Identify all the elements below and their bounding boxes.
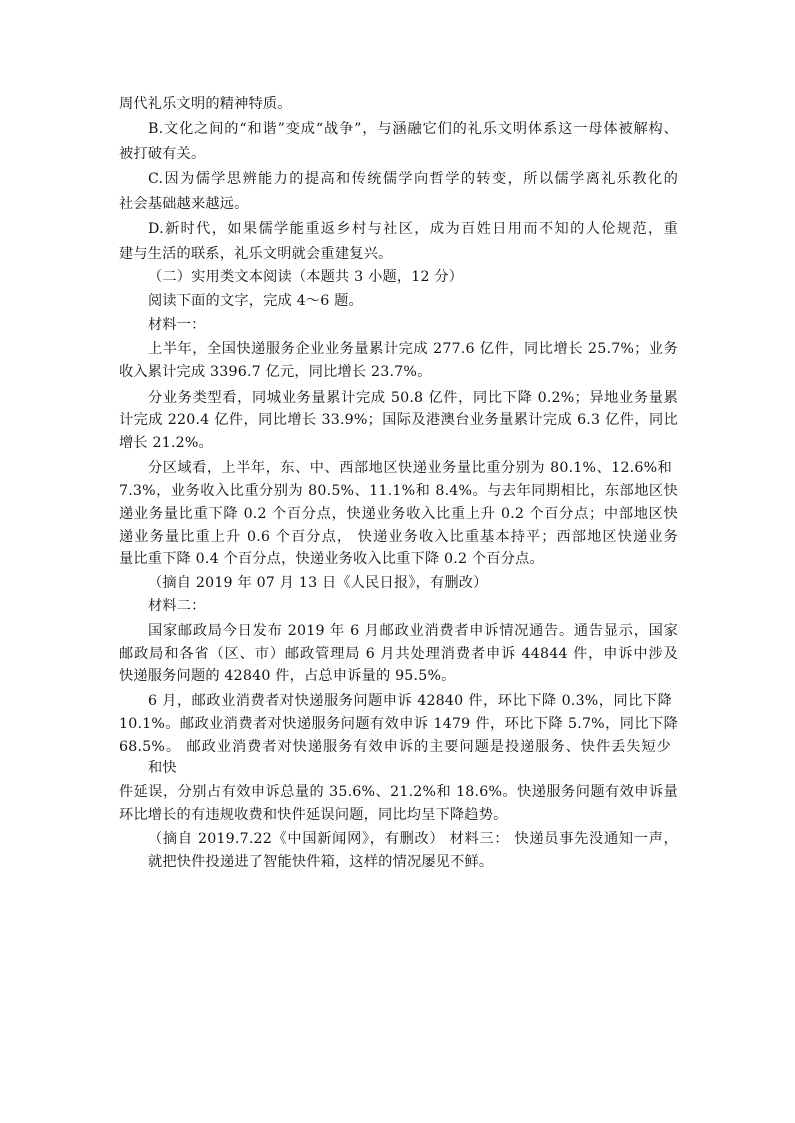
material-two-p2-line-1: 6 月，邮政业消费者对快递服务问题申诉 42840 件，环比下降 0.3%，同比下降: [148, 693, 672, 709]
material-one-p3-line-5: 量比重下降 0.4 个百分点，快递业务收入比重下降 0.2 个百分点。: [119, 551, 544, 567]
option-c-line-2: 社会基础越来越远。: [119, 196, 249, 212]
instruction-text: 阅读下面的文字，完成 4～6 题。: [148, 293, 363, 309]
material-two-label: 材料二：: [148, 598, 206, 614]
option-d-line-2: 建与生活的联系，礼乐文明就会重建复兴。: [119, 246, 393, 262]
material-two-p2-line-2: 10.1%。邮政业消费者对快递服务问题有效申诉 1479 件，环比下降 5.7%，同比下降: [119, 716, 678, 732]
material-two-source-and-material-three: （摘自 2019.7.22《中国新闻网》，有删改） 材料三： 快递员事先没通知一声，: [148, 831, 678, 847]
material-two-p1-line-3: 快递服务问题的 42840 件，占总申诉量的 95.5%。: [119, 668, 456, 684]
option-b-line-2: 被打破有关。: [119, 146, 206, 162]
material-one-p2-line-2: 计完成 220.4 亿件，同比增长 33.9%；国际及港澳台业务量累计完成 6.3 亿件，同比: [119, 412, 678, 428]
material-one-p3-line-1: 分区域看，上半年，东、中、西部地区快递业务量比重分别为 80.1%、12.6%和: [148, 460, 672, 476]
material-one-p2-line-3: 增长 21.2%。: [119, 435, 213, 451]
material-two-p3-line-1: 件延误，分别占有效申诉总量的 35.6%、21.2%和 18.6%。快递服务问题有效申诉量: [119, 784, 678, 800]
material-two-p1-line-1: 国家邮政局今日发布 2019 年 6 月邮政业消费者申诉情况通告。通告显示，国家: [148, 623, 678, 639]
material-one-p1-line-2: 收入累计完成 3396.7 亿元，同比增长 23.7%。: [119, 364, 432, 380]
text-line-1: 周代礼乐文明的精神特质。: [119, 96, 292, 112]
section-heading: （二）实用类文本阅读（本题共 3 小题，12 分）: [148, 269, 464, 285]
material-one-label: 材料一：: [148, 317, 206, 333]
material-one-p3-line-4: 递业务量比重上升 0.6 个百分点， 快递业务收入比重基本持平；西部地区快递业务: [119, 529, 678, 545]
option-d-line-1: D.新时代，如果儒学能重返乡村与社区，成为百姓日用而不知的人伦规范，重: [148, 221, 678, 237]
material-one-p2-line-1: 分业务类型看，同城业务量累计完成 50.8 亿件，同比下降 0.2%；异地业务量累: [148, 390, 678, 406]
material-one-p3-line-2: 7.3%，业务收入比重分别为 80.5%、11.1%和 8.4%。与去年同期相比，东部地区快: [119, 483, 678, 499]
option-c-line-1: C.因为儒学思辨能力的提高和传统儒学向哲学的转变，所以儒学离礼乐教化的: [148, 171, 678, 187]
material-one-source: （摘自 2019 年 07 月 13 日《人民日报》，有删改）: [148, 575, 488, 591]
material-two-p2-line-4: 和快: [148, 760, 177, 776]
option-b-line-1: B.文化之间的“和谐”变成“战争”，与涵融它们的礼乐文明体系这一母体被解构、: [148, 121, 678, 137]
material-two-p1-line-2: 邮政局和各省（区、市）邮政管理局 6 月共处理消费者申诉 44844 件，申诉中涉及: [119, 646, 678, 662]
material-one-p1-line-1: 上半年，全国快递服务企业业务量累计完成 277.6 亿件，同比增长 25.7%；业务: [148, 341, 678, 357]
material-two-p2-line-3: 68.5%。 邮政业消费者对快递服务有效申诉的主要问题是投递服务、快件丢失短少: [119, 739, 671, 755]
material-one-p3-line-3: 递业务量比重下降 0.2 个百分点，快递业务收入比重上升 0.2 个百分点；中部地区快: [119, 506, 678, 522]
material-three-line: 就把快件投递进了智能快件箱，这样的情况屡见不鲜。: [148, 854, 494, 870]
material-two-p3-line-2: 环比增长的有违规收费和快件延误问题，同比均呈下降趋势。: [119, 807, 508, 823]
